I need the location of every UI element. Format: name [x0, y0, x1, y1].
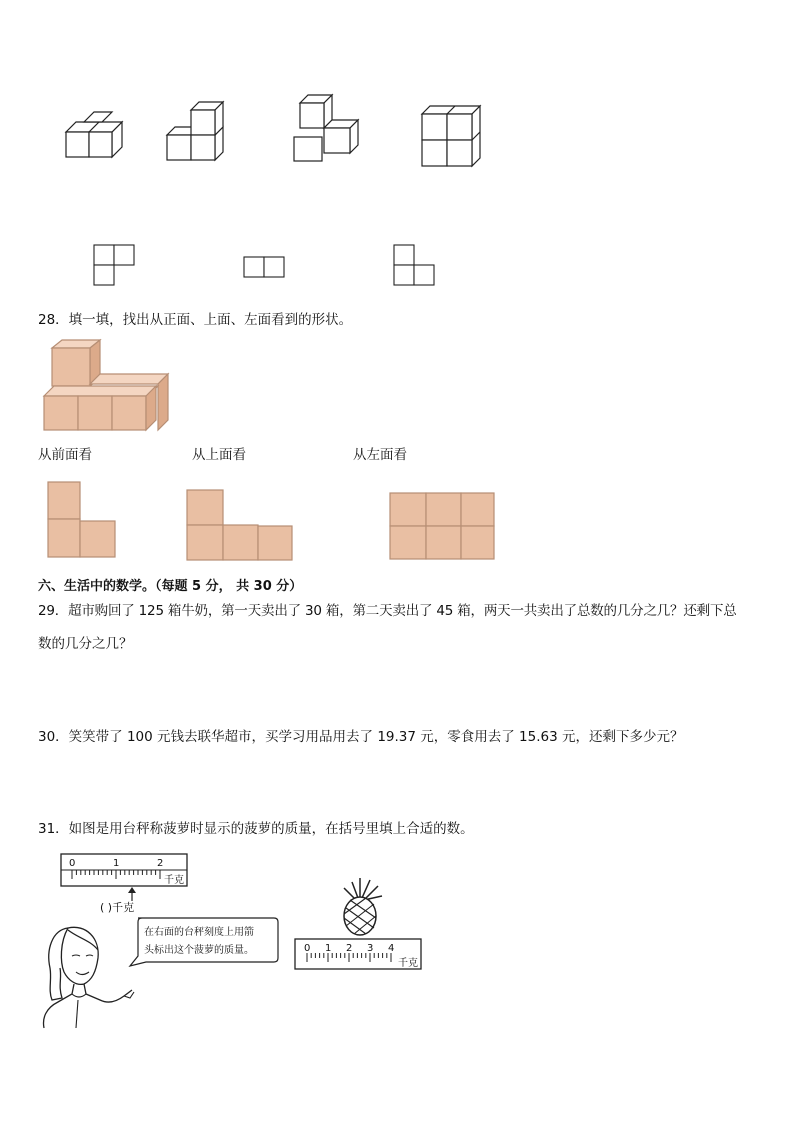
q28-cube-stack: [42, 340, 172, 434]
cube-figure-2: [165, 100, 235, 162]
scale-2-unit: 千克: [398, 958, 418, 969]
question-29-line2: 数的几分之几？: [38, 636, 133, 652]
view-shape-2: [243, 256, 287, 280]
pineapple-illustration: [332, 876, 388, 938]
scale-2-tick-4: 4: [388, 943, 395, 954]
cube-figure-4: [420, 106, 486, 168]
question-31-text: 31．如图是用台秤称菠萝时显示的菠萝的质量，在括号里填上合适的数。: [38, 821, 474, 837]
girl-illustration: [38, 920, 138, 1030]
scale-1: [60, 853, 190, 889]
scale-2-tick-1: 1: [325, 943, 332, 954]
question-29-line1: 29．超市购回了 125 箱牛奶，第一天卖出了 30 箱，第二天卖出了 45 箱，两天一共卖出了总数的几分之几？还剩下总: [38, 603, 737, 619]
scale-2-tick-3: 3: [367, 943, 374, 954]
speech-bubble: [124, 916, 280, 968]
scale-2-tick-2: 2: [346, 943, 353, 954]
bubble-text-line1: 在右面的台秤刻度上用箭: [144, 927, 254, 938]
view-shape-1: [93, 244, 137, 288]
scale-2-tick-0: 0: [304, 943, 311, 954]
answer-blank[interactable]: ( )千克: [100, 901, 135, 914]
view-shape-3: [393, 244, 437, 288]
bubble-text-line2: 头标出这个菠萝的质量。: [144, 945, 254, 956]
scale-1-tick-1: 1: [113, 858, 120, 869]
front-view-shape: [47, 481, 119, 561]
scale-2: [294, 938, 424, 972]
question-30-text: 30．笑笑带了 100 元钱去联华超市，买学习用品用去了 19.37 元，零食用去了 15.63 元，还剩下多少元？: [38, 729, 684, 745]
view-label-top: 从上面看: [192, 447, 246, 463]
top-view-shape: [186, 489, 296, 563]
section-6-title: 六、生活中的数学。（每题 5 分， 共 30 分）: [38, 579, 303, 594]
cube-figure-3: [292, 95, 364, 163]
question-28-title: 28．填一填，找出从正面、上面、左面看到的形状。: [38, 312, 353, 328]
cube-figure-1: [60, 110, 130, 162]
view-label-front: 从前面看: [38, 447, 92, 463]
scale-1-tick-2: 2: [157, 858, 164, 869]
view-label-left: 从左面看: [353, 447, 407, 463]
left-view-shape: [389, 492, 499, 562]
scale-1-tick-0: 0: [69, 858, 76, 869]
scale-1-unit: 千克: [164, 875, 184, 886]
